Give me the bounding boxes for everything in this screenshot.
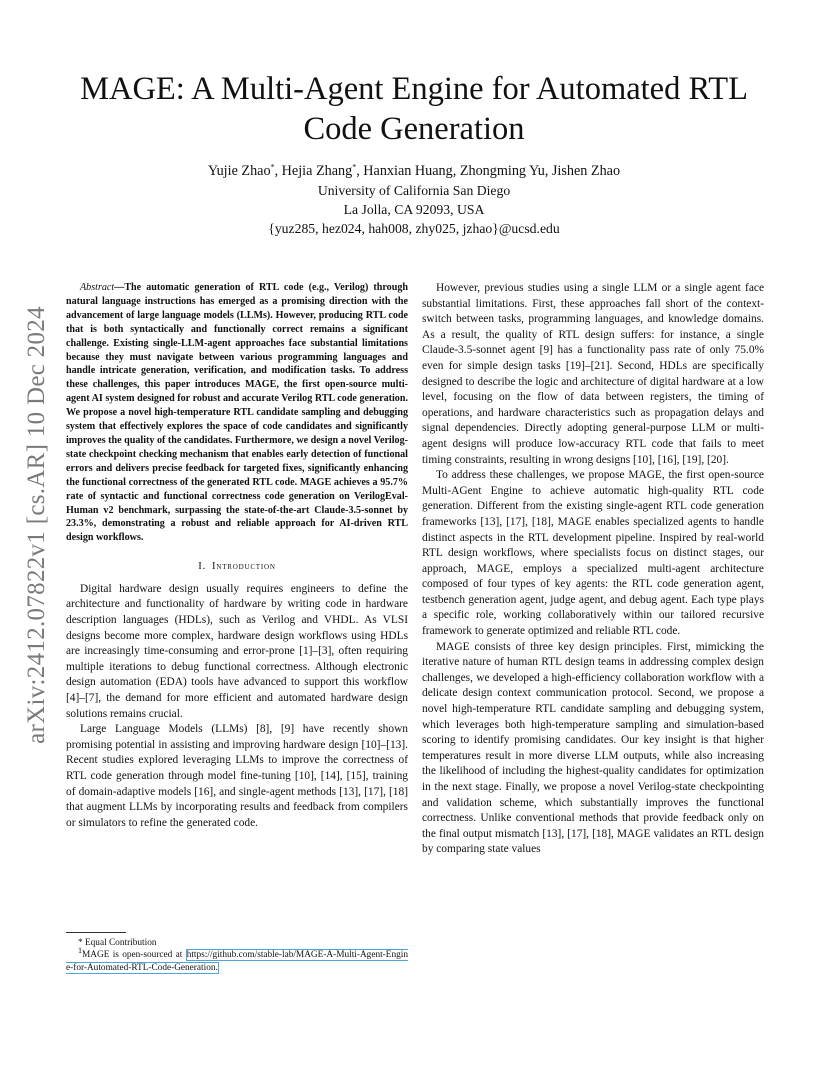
- footnote-rule: [66, 932, 126, 933]
- right-column: [422, 281, 764, 858]
- body-paragraph: To address these challenges, we propose MAGE, the first open-source Multi-AGent Engine to achieve automatic high-quality RTL code generation. Different from the existing single-agent RTL code generation frameworks [13], [17], [18], MAGE enables specialized agents to handle distinct aspects in the RTL development pipeline. Inspired by real-world RTL design workflows, where specialists focus on distinct stages, our approach, MAGE, employs a specialized multi-agent architecture composed of four types of key agents: the RTL code generation agent, testbench generation agent, judge agent, and debug agent. Each type plays a specific role, working collaboratively within our tailored recursive framework to generate optimized and reliable RTL code.: [422, 469, 764, 638]
- author-name: Yujie Zhao: [207, 163, 271, 179]
- footnote-equal-contribution: * Equal Contribution: [78, 938, 157, 948]
- author-name: Jishen Zhao: [551, 163, 621, 179]
- author-names: Yujie Zhao*, Hejia Zhang*, Hanxian Huang, Zhongming Yu, Jishen Zhao: [207, 162, 621, 179]
- arxiv-identifier-stamp: [22, 285, 52, 765]
- author-emails: {yuz285, hez024, hah008, zhy025, jzhao}@ucsd.edu: [268, 221, 560, 236]
- author-name: Zhongming Yu: [459, 163, 545, 179]
- abstract-text: —The automatic generation of RTL code (e.g., Verilog) through natural language instructions has emerged as a promising direction with the advancement of large language models (LLMs). However, producing RTL code that is both syntactically and functionally correct remains a significant challenge. Existing single-LLM-agent approaches face substantial limitations because they must navigate between various programming languages and handle intricate generation, verification, and modification tasks. To address these challenges, this paper introduces MAGE, the first open-source multi-agent AI system designed for robust and accurate Verilog RTL code generation. We propose a novel high-temperature RTL candidate sampling and debugging system that effectively explores the space of code candidates and significantly improves the quality of the candidates. Furthermore, we design a novel Verilog-state checkpoint checking mechanism that enables early detection of functional errors and delivers precise feedback for targeted fixes, significantly enhancing the functional correctness of the generated RTL code. MAGE achieves a 95.7% rate of syntactic and functional correctness code generation on VerilogEval-Human v2 benchmark, surpassing the state-of-the-art Claude-3.5-sonnet by 23.3%, demonstrating a robust and reliable approach for AI-driven RTL design workflows.: [66, 282, 408, 544]
- footnotes: [66, 932, 408, 974]
- paper-title: MAGE: A Multi-Agent Engine for Automated RTL Code Generation: [80, 71, 748, 147]
- abstract-label: Abstract: [80, 282, 115, 293]
- section-title: Introduction: [212, 561, 276, 573]
- footnote-repo-text: MAGE is open-sourced at: [82, 950, 186, 961]
- repository-link[interactable]: https://github.com/stable-lab/MAGE-A-Multi-Agent-Engine-for-Automated-RTL-Code-Generation.: [66, 950, 408, 973]
- equal-contribution-marker: *: [270, 162, 275, 172]
- abstract: [66, 281, 408, 545]
- arxiv-identifier-text: arXiv:2412.07822v1 [cs.AR] 10 Dec 2024: [23, 306, 50, 744]
- section-number: I.: [198, 561, 207, 573]
- footnote-repository: [66, 946, 408, 974]
- left-column: [66, 281, 408, 831]
- author-address: La Jolla, CA 92093, USA: [343, 202, 485, 217]
- author-affiliation: University of California San Diego: [317, 183, 511, 198]
- section-heading: [66, 559, 408, 575]
- author-name: Hejia Zhang: [281, 163, 353, 179]
- body-paragraph: Digital hardware design usually requires engineers to define the architecture and functionality of hardware by writing code in hardware description languages (HDLs), such as Verilog and VHDL. As VLSI designs become more complex, hardware design workflows using HDLs are increasingly time-consuming and error-prone [1]–[3], often requiring multiple iterations to debug functional correctness. Although electronic design automation (EDA) tools have advanced to support this workflow [4]–[7], the demand for more efficient and automated hardware design solutions remains crucial.: [66, 582, 408, 720]
- author-name: Hanxian Huang: [363, 163, 453, 179]
- body-paragraph: MAGE consists of three key design principles. First, mimicking the iterative nature of human RTL design teams in addressing complex design challenges, we developed a high-efficiency collaboration workflow with a delicate design context communication protocol. Second, we propose a novel high-temperature RTL candidate sampling and debugging system, which leverages both high-temperature sampling and simulation-based scoring to identify promising candidates. Our key insight is that higher temperatures result in more diverse LLM outputs, while also increasing the likelihood of including the highest-quality candidates for optimization in the next stage. Finally, we propose a novel Verilog-state checkpointing and validation scheme, which substantially improves the functional correctness. Unlike conventional methods that provide feedback only on the final output mismatch [13], [17], [18], MAGE validates an RTL design by comparing state values: [422, 640, 764, 856]
- equal-contribution-marker: *: [352, 162, 357, 172]
- footnote-marker: 1: [78, 946, 82, 956]
- body-paragraph: However, previous studies using a single LLM or a single agent face substantial limitations. First, these approaches fall short of the context-switch between tasks, programming languages, and knowledge domains. As a result, the quality of RTL design suffers: for instance, a single Claude-3.5-sonnet agent [9] has a functionality pass rate of only 75.0% even for simple design tasks [19]–[21]. Second, HDLs are specifically designed to describe the logic and architecture of digital hardware at a low level, focusing on the flow of data between registers, the timing of operations, and hardware characteristics such as propagation delays and signal dependencies. Directly adopting general-purpose LLM or multi-agent designs will produce low-accuracy RTL code that fails to meet timing constraints, resulting in wrong designs [10], [16], [19], [20].: [422, 282, 764, 466]
- author-block: [100, 162, 728, 238]
- body-paragraph: Large Language Models (LLMs) [8], [9] have recently shown promising potential in assisting and improving hardware design [10]–[13]. Recent studies explored leveraging LLMs to improve the correctness of RTL code generation through model fine-tuning [10], [14], [15], training of domain-adaptive models [16], and single-agent methods [13], [17], [18] that augment LLMs by incorporating results and feedback from compilers or simulators to refine the generated code.: [66, 723, 408, 829]
